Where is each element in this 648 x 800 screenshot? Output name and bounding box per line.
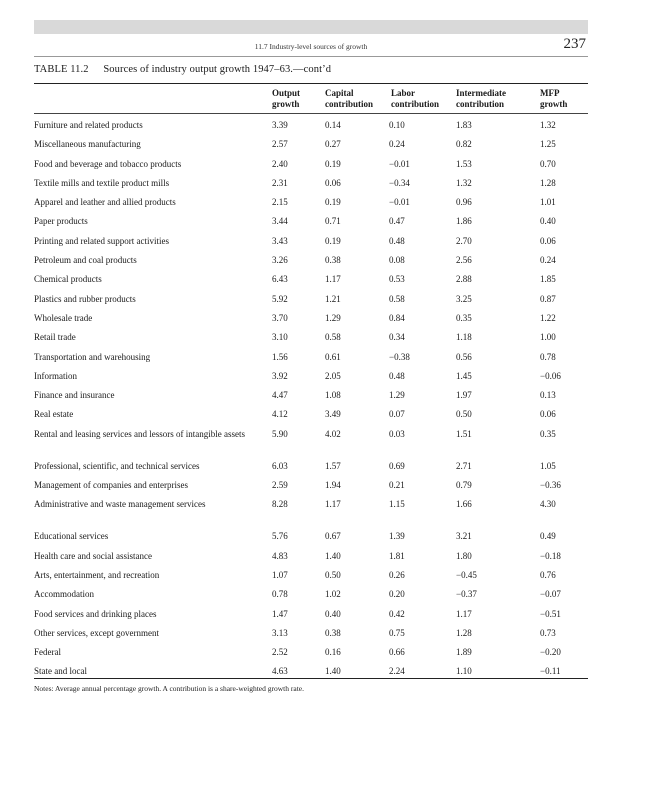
table-row (34, 173, 588, 192)
value-cell: 1.81 (389, 550, 405, 561)
value-cell: 2.52 (272, 647, 288, 658)
industry-name: Retail trade (34, 332, 76, 343)
value-cell: 0.21 (389, 480, 405, 491)
table-body (34, 115, 588, 681)
value-cell: 0.34 (389, 332, 405, 343)
table-row (34, 642, 588, 661)
value-cell: 4.47 (272, 390, 288, 401)
industry-name: Arts, entertainment, and recreation (34, 569, 160, 580)
table-row (34, 134, 588, 153)
value-cell: 2.70 (456, 235, 472, 246)
table-row (34, 546, 588, 565)
table-row (34, 424, 588, 456)
value-cell: 8.28 (272, 499, 288, 510)
value-cell: 1.86 (456, 216, 472, 227)
value-cell: 0.76 (540, 569, 556, 580)
industry-name: Furniture and related products (34, 120, 143, 130)
value-cell: 0.82 (456, 139, 472, 150)
table-row (34, 327, 588, 346)
industry-name: Chemical products (34, 274, 102, 285)
table-row (34, 456, 588, 475)
value-cell: 0.38 (325, 255, 341, 266)
value-cell: 1.66 (456, 499, 472, 510)
value-cell: 1.89 (456, 647, 472, 658)
value-cell: 0.24 (540, 255, 556, 266)
value-cell: 6.03 (272, 460, 288, 471)
value-cell: 1.21 (325, 293, 341, 304)
table-row (34, 231, 588, 250)
table-row (34, 404, 588, 423)
value-cell: 3.70 (272, 312, 288, 323)
value-cell: 1.28 (456, 627, 472, 638)
value-cell: 1.28 (540, 177, 556, 188)
table-row (34, 154, 588, 173)
value-cell: 0.53 (389, 274, 405, 285)
industry-name: Real estate (34, 409, 74, 420)
value-cell: −0.51 (540, 608, 561, 619)
value-cell: 1.05 (540, 460, 556, 471)
table-row (34, 475, 588, 494)
table-bottom-rule (34, 678, 588, 679)
value-cell: 1.10 (456, 666, 472, 677)
table-row (34, 366, 588, 385)
industry-name: State and local (34, 666, 87, 677)
value-cell: 3.39 (272, 120, 288, 130)
value-cell: 3.92 (272, 370, 288, 381)
value-cell: 0.87 (540, 293, 556, 304)
table-row (34, 289, 588, 308)
industry-name: Paper products (34, 216, 88, 227)
industry-name: Miscellaneous manufacturing (34, 139, 141, 150)
table-row (34, 526, 588, 545)
value-cell: −0.07 (540, 589, 561, 600)
value-cell: 5.90 (272, 428, 288, 439)
table-row (34, 385, 588, 404)
value-cell: 4.83 (272, 550, 288, 561)
value-cell: 1.97 (456, 390, 472, 401)
value-cell: 2.40 (272, 158, 288, 169)
industry-name: Professional, scientific, and technical services (34, 460, 200, 471)
running-head (34, 38, 588, 57)
value-cell: 1.83 (456, 120, 472, 130)
table-row (34, 211, 588, 230)
value-cell: 0.71 (325, 216, 341, 227)
value-cell: 0.47 (389, 216, 405, 227)
industry-name: Health care and social assistance (34, 550, 152, 561)
value-cell: 2.05 (325, 370, 341, 381)
industry-name: Rental and leasing services and lessors of intangible assets (34, 428, 245, 439)
value-cell: 3.21 (456, 531, 472, 542)
value-cell: 0.19 (325, 197, 341, 208)
column-header-output-growth: Output growth (272, 88, 301, 109)
value-cell: 1.00 (540, 332, 556, 343)
value-cell: 0.19 (325, 235, 341, 246)
industry-name: Information (34, 370, 77, 381)
value-cell: 1.17 (456, 608, 472, 619)
value-cell: 4.30 (540, 499, 556, 510)
value-cell: 6.43 (272, 274, 288, 285)
value-cell: 1.18 (456, 332, 472, 343)
value-cell: 3.13 (272, 627, 288, 638)
table-header-rule (34, 113, 588, 114)
value-cell: −0.34 (389, 177, 410, 188)
value-cell: 3.43 (272, 235, 288, 246)
table-top-rule (34, 83, 588, 84)
value-cell: 0.16 (325, 647, 341, 658)
value-cell: 3.49 (325, 409, 341, 420)
value-cell: 4.12 (272, 409, 288, 420)
header-bar (34, 20, 588, 34)
table-row (34, 269, 588, 288)
value-cell: 1.07 (272, 569, 288, 580)
value-cell: 5.76 (272, 531, 288, 542)
value-cell: 1.51 (456, 428, 472, 439)
value-cell: 0.35 (456, 312, 472, 323)
industry-name: Petroleum and coal products (34, 255, 137, 266)
value-cell: 1.57 (325, 460, 341, 471)
value-cell: 0.14 (325, 120, 341, 130)
value-cell: 0.79 (456, 480, 472, 491)
value-cell: −0.06 (540, 370, 561, 381)
value-cell: 0.67 (325, 531, 341, 542)
value-cell: 0.40 (325, 608, 341, 619)
value-cell: 0.61 (325, 351, 341, 362)
value-cell: 2.24 (389, 666, 405, 677)
industry-name: Wholesale trade (34, 312, 93, 323)
industry-name: Management of companies and enterprises (34, 480, 188, 491)
value-cell: 0.06 (540, 235, 556, 246)
value-cell: 1.32 (456, 177, 472, 188)
value-cell: 1.22 (540, 312, 556, 323)
value-cell: 1.29 (389, 390, 405, 401)
table-row (34, 604, 588, 623)
value-cell: 3.44 (272, 216, 288, 227)
value-cell: 1.85 (540, 274, 556, 285)
value-cell: −0.01 (389, 197, 410, 208)
value-cell: 2.15 (272, 197, 288, 208)
value-cell: 0.96 (456, 197, 472, 208)
industry-name: Food and beverage and tobacco products (34, 158, 182, 169)
value-cell: 0.35 (540, 428, 556, 439)
value-cell: 1.40 (325, 550, 341, 561)
value-cell: 0.06 (325, 177, 341, 188)
value-cell: 0.69 (389, 460, 405, 471)
value-cell: 1.17 (325, 274, 341, 285)
value-cell: 2.56 (456, 255, 472, 266)
value-cell: 0.26 (389, 569, 405, 580)
value-cell: 0.38 (325, 627, 341, 638)
value-cell: 0.73 (540, 627, 556, 638)
value-cell: 1.56 (272, 351, 288, 362)
value-cell: 0.13 (540, 390, 556, 401)
industry-name: Federal (34, 647, 61, 658)
value-cell: 3.26 (272, 255, 288, 266)
value-cell: 0.78 (272, 589, 288, 600)
value-cell: 0.78 (540, 351, 556, 362)
table-row (34, 623, 588, 642)
value-cell: −0.45 (456, 569, 477, 580)
industry-name: Educational services (34, 531, 109, 542)
value-cell: −0.01 (389, 158, 410, 169)
value-cell: 1.15 (389, 499, 405, 510)
value-cell: 1.02 (325, 589, 341, 600)
value-cell: 0.70 (540, 158, 556, 169)
value-cell: 0.58 (389, 293, 405, 304)
value-cell: −0.20 (540, 647, 561, 658)
value-cell: 1.53 (456, 158, 472, 169)
value-cell: 0.48 (389, 370, 405, 381)
table-title: Sources of industry output growth 1947–63.—cont’d (103, 64, 332, 75)
value-cell: 5.92 (272, 293, 288, 304)
table-caption (34, 64, 331, 75)
value-cell: 2.31 (272, 177, 288, 188)
industry-name: Apparel and leather and allied products (34, 197, 176, 208)
table-row (34, 347, 588, 366)
value-cell: 2.88 (456, 274, 472, 285)
value-cell: 0.06 (540, 409, 556, 420)
industry-name: Textile mills and textile product mills (34, 177, 170, 188)
table-row (34, 115, 588, 134)
value-cell: 1.45 (456, 370, 472, 381)
industry-name: Finance and insurance (34, 390, 115, 401)
column-header-capital-contribution: Capital contribution (325, 88, 374, 109)
value-cell: 0.08 (389, 255, 405, 266)
table-label: TABLE 11.2 (34, 64, 89, 75)
value-cell: 0.07 (389, 409, 405, 420)
value-cell: 1.17 (325, 499, 341, 510)
value-cell: 0.49 (540, 531, 556, 542)
value-cell: 0.10 (389, 120, 405, 130)
value-cell: 0.75 (389, 627, 405, 638)
value-cell: 0.42 (389, 608, 405, 619)
value-cell: 4.63 (272, 666, 288, 677)
industry-name: Accommodation (34, 589, 94, 600)
running-title: 11.7 Industry-level sources of growth (254, 42, 368, 51)
value-cell: 1.94 (325, 480, 341, 491)
table-row (34, 565, 588, 584)
value-cell: 0.20 (389, 589, 405, 600)
value-cell: 0.66 (389, 647, 405, 658)
value-cell: 1.01 (540, 197, 556, 208)
value-cell: 0.84 (389, 312, 405, 323)
value-cell: 0.50 (456, 409, 472, 420)
industry-name: Transportation and warehousing (34, 351, 151, 362)
table-row (34, 192, 588, 211)
value-cell: 4.02 (325, 428, 341, 439)
value-cell: 1.25 (540, 139, 556, 150)
value-cell: −0.18 (540, 550, 561, 561)
value-cell: 2.71 (456, 460, 472, 471)
industry-name: Printing and related support activities (34, 235, 169, 246)
value-cell: −0.38 (389, 351, 410, 362)
table-row (34, 494, 588, 526)
value-cell: 3.10 (272, 332, 288, 343)
table-row (34, 308, 588, 327)
page-number: 237 (563, 36, 586, 52)
value-cell: 2.57 (272, 139, 288, 150)
value-cell: 1.29 (325, 312, 341, 323)
value-cell: 2.59 (272, 480, 288, 491)
value-cell: 1.08 (325, 390, 341, 401)
value-cell: 0.56 (456, 351, 472, 362)
value-cell: 0.58 (325, 332, 341, 343)
value-cell: 1.40 (325, 666, 341, 677)
column-header-mfp-growth: MFP growth (540, 88, 568, 109)
value-cell: 1.39 (389, 531, 405, 542)
value-cell: 3.25 (456, 293, 472, 304)
value-cell: 0.24 (389, 139, 405, 150)
value-cell: −0.11 (540, 666, 561, 677)
value-cell: 0.03 (389, 428, 405, 439)
value-cell: 0.19 (325, 158, 341, 169)
industry-name: Food services and drinking places (34, 608, 157, 619)
value-cell: 0.40 (540, 216, 556, 227)
table-row (34, 584, 588, 603)
industry-name: Other services, except government (34, 627, 159, 638)
column-header-labor-contribution: Labor contribution (391, 88, 440, 109)
value-cell: −0.37 (456, 589, 477, 600)
value-cell: −0.36 (540, 480, 561, 491)
industry-name: Plastics and rubber products (34, 293, 136, 304)
value-cell: 0.48 (389, 235, 405, 246)
value-cell: 0.27 (325, 139, 341, 150)
industry-name: Administrative and waste management services (34, 499, 206, 510)
value-cell: 1.80 (456, 550, 472, 561)
value-cell: 0.50 (325, 569, 341, 580)
table-notes: Notes: Average annual percentage growth. A contribution is a share-weighted growth rate. (34, 684, 304, 693)
value-cell: 1.47 (272, 608, 288, 619)
table-row (34, 250, 588, 269)
column-header-intermediate-contribution: Intermediate contribution (456, 88, 506, 109)
value-cell: 1.32 (540, 120, 556, 130)
